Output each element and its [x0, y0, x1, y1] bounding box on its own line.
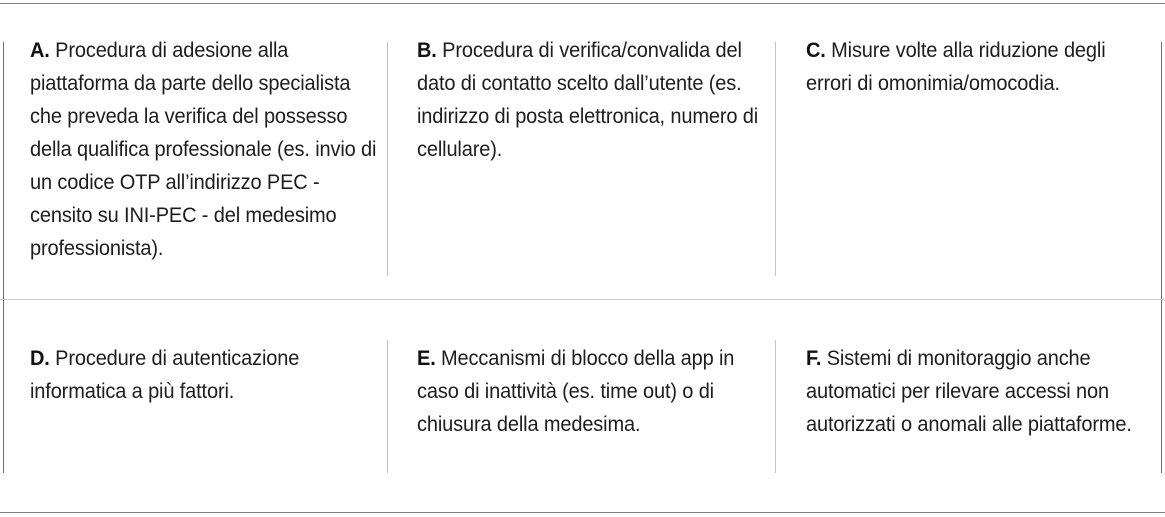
table-cell-d-label: D. [30, 346, 50, 370]
table-cell-a-text: Procedura di adesione alla piattaforma da parte dello specialista che preveda la verifica del possesso della qualifica professionale (es. invio di un codice OTP all’indirizzo PEC - censito su INI-PEC - del medesimo professionista). [30, 38, 377, 260]
table-cell-a-paragraph [30, 34, 378, 265]
table-cell-e-paragraph [417, 342, 765, 441]
table-cell-f-label: F. [806, 346, 822, 370]
table-cell-f-paragraph [806, 342, 1136, 441]
table-cell-b-paragraph [417, 34, 765, 166]
table-cell-b [417, 34, 765, 166]
table-cell-c-label: C. [806, 38, 826, 62]
table-cell-f-text: Sistemi di monitoraggio anche automatici per rilevare accessi non autorizzati o anomali alle piattaforme. [806, 346, 1132, 436]
table-cell-e [417, 342, 765, 441]
table-cell-e-text: Meccanismi di blocco della app in caso di inattività (es. time out) o di chiusura della medesima. [417, 346, 735, 436]
table-cell-c [806, 34, 1146, 100]
table-cell-d-text: Procedure di autenticazione informatica a più fattori. [30, 346, 300, 403]
table-cell-a [30, 34, 378, 265]
table-cell-f [806, 342, 1136, 441]
table-cell-c-paragraph [806, 34, 1146, 100]
table-cell-b-label: B. [417, 38, 437, 62]
table-cell-c-text: Misure volte alla riduzione degli errori di omonimia/omocodia. [806, 38, 1106, 95]
table-cell-b-text: Procedura di verifica/convalida del dato di contatto scelto dall’utente (es. indirizzo di posta elettronica, numero di cellulare). [417, 38, 759, 161]
table-cell-a-label: A. [30, 38, 50, 62]
table-cell-e-label: E. [417, 346, 436, 370]
table-cell-d-paragraph [30, 342, 378, 408]
table-cell-d [30, 342, 378, 408]
